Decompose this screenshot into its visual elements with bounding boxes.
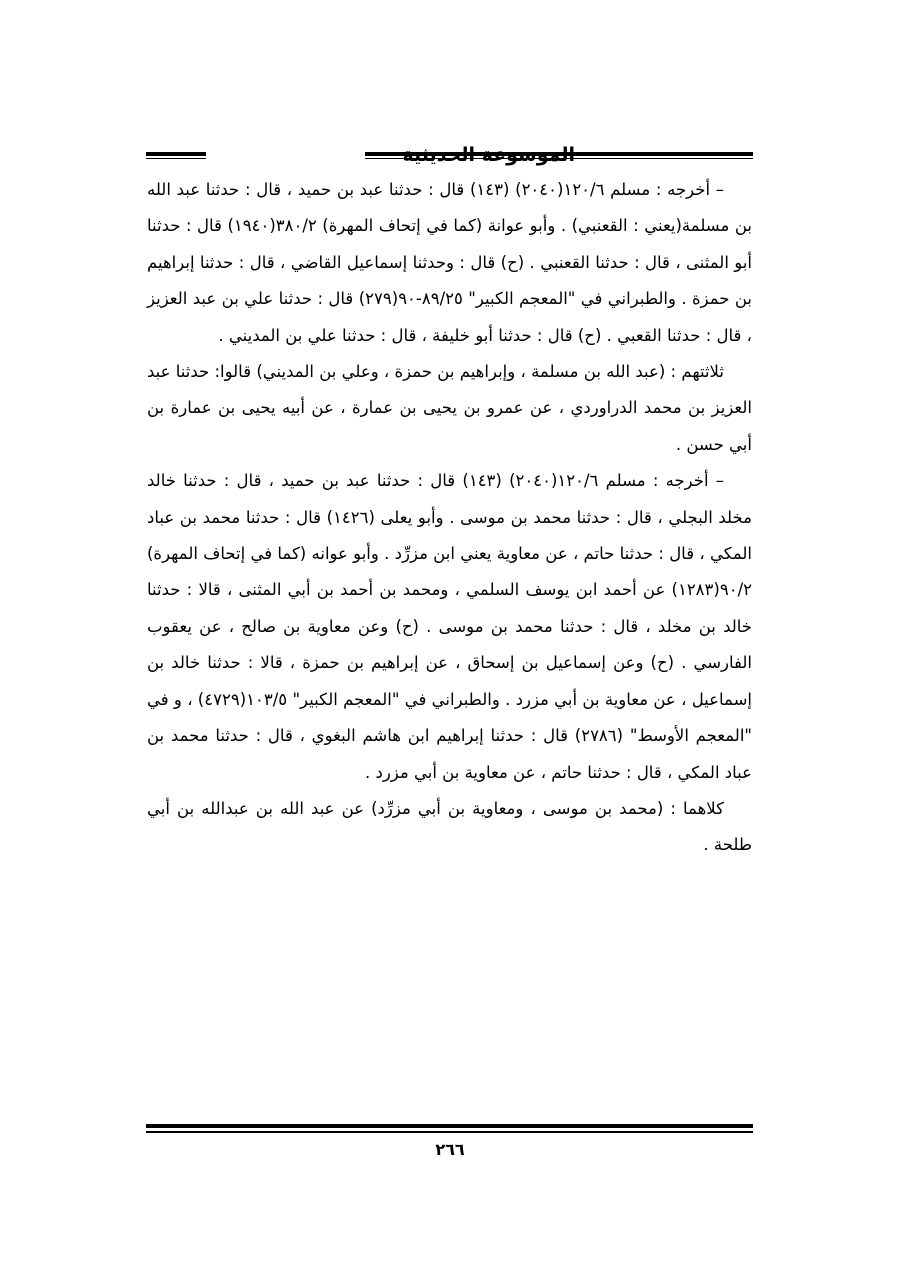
paragraph-takhrij-1: – أخرجه : مسلم ١٢٠/٦(٢٠٤٠) (١٤٣) قال : حدثنا عبد بن حميد ، قال : حدثنا عبد الله بن مسلمة(يعني : القعنبي) . وأبو عوانة (كما في إتحاف المهرة) ٣٨٠/٢(١٩٤٠) قال : حدثنا أبو المثنى ، قال : حدثنا القعنبي . (ح) قال : وحدثنا إسماعيل القاضي ، قال : حدثنا إبراهيم بن حمزة . والطبراني في "المعجم الكبير" ٨٩/٢٥-٩٠(٢٧٩) قال : حدثنا علي بن عبد العزيز ، قال : حدثنا القعبي . (ح) قال : حدثنا أبو خليفة ، قال : حدثنا علي بن المديني . xyxy=(147,180,752,345)
paragraph-takhrij-2: – أخرجه : مسلم ١٢٠/٦(٢٠٤٠) (١٤٣) قال : حدثنا عبد بن حميد ، قال : حدثنا خالد مخلد البجلي ، قال : حدثنا محمد بن موسى . وأبو يعلى (١٤٢٦) قال : حدثنا محمد بن عباد المكي ، قال : حدثنا حاتم ، عن معاوية يعني ابن مزرِّد . وأبو عوانه (كما في إتحاف المهرة) ٩٠/٢(١٢٨٣) عن أحمد ابن يوسف السلمي ، ومحمد بن أحمد بن أبي المثنى ، قالا : حدثنا خالد بن مخلد ، قال : حدثنا محمد بن موسى . (ح) وعن معاوية بن صالح ، عن يعقوب الفارسي . (ح) وعن إسماعيل بن إسحاق ، عن إبراهيم بن حمزة ، قالا : حدثنا خالد بن إسماعيل ، عن معاوية بن أبي مزرد . والطبراني في "المعجم الكبير" ١٠٣/٥(٤٧٢٩) ، و في "المعجم الأوسط" (٢٧٨٦) قال : حدثنا إبراهيم ابن هاشم البغوي ، قال : حدثنا محمد بن عباد المكي ، قال : حدثنا حاتم ، عن معاوية بن أبي مزرد . xyxy=(147,471,752,782)
header-rule-left xyxy=(146,152,206,160)
running-title: الموسوعة الحديثية xyxy=(402,144,575,166)
page-number: ٢٦٦ xyxy=(435,1140,465,1159)
page-header xyxy=(146,140,753,174)
paragraph-chain-2: كلاهما : (محمد بن موسى ، ومعاوية بن أبي مزرِّد) عن عبد الله بن عبدالله بن أبي طلحة . xyxy=(147,798,752,855)
footer-rule xyxy=(146,1124,753,1133)
paragraph-chain-1: ثلاثتهم : (عبد الله بن مسلمة ، وإبراهيم بن حمزة ، وعلي بن المديني) قالوا: حدثنا عبد العزيز بن محمد الدراوردي ، عن عمرو بن يحيى بن عمارة ، عن أبيه يحيى بن عمارة بن أبي حسن . xyxy=(147,362,752,454)
body-text xyxy=(147,172,752,864)
